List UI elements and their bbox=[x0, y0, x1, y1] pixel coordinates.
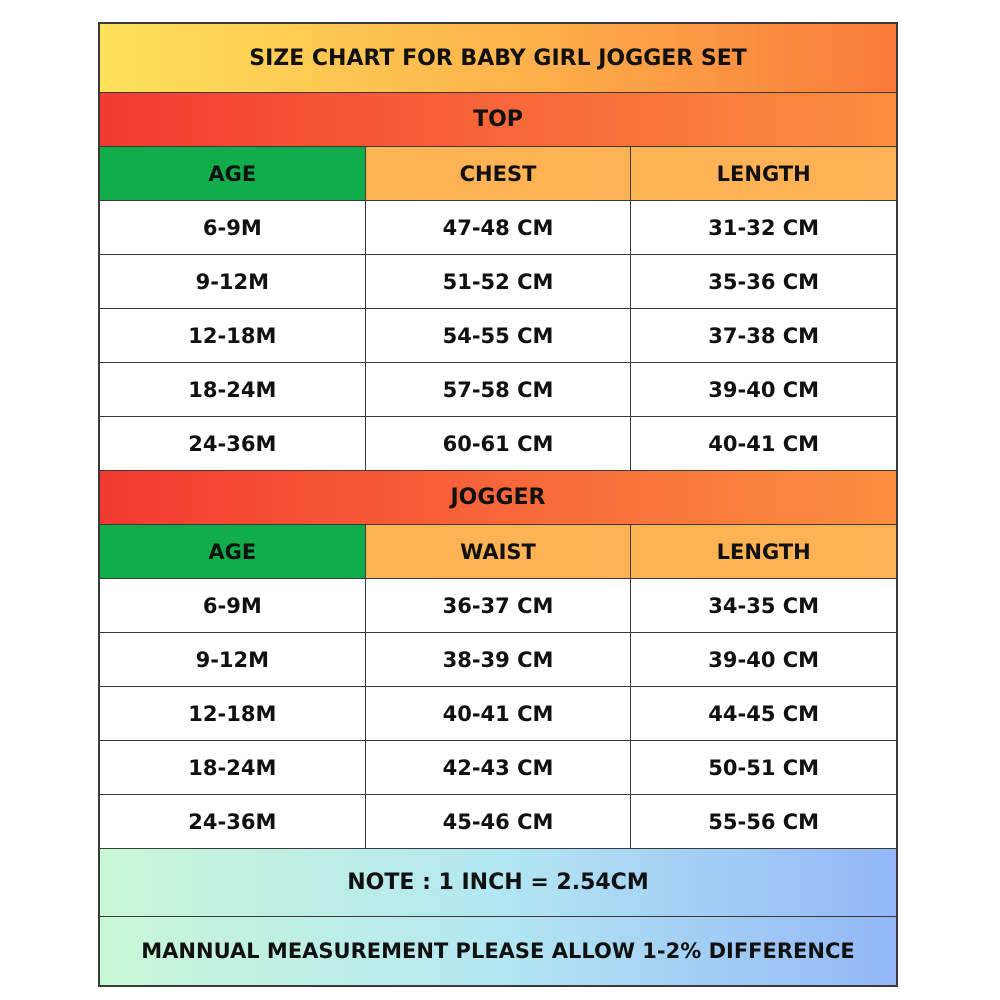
age-cell: 12-18M bbox=[100, 309, 366, 362]
note-row bbox=[100, 849, 896, 917]
measurement-disclaimer: MANNUAL MEASUREMENT PLEASE ALLOW 1-2% DIFFERENCE bbox=[100, 917, 896, 985]
length-cell: 39-40 CM bbox=[708, 377, 820, 402]
age-cell: 18-24M bbox=[100, 363, 366, 416]
table-row bbox=[100, 795, 896, 849]
table-row bbox=[100, 579, 896, 633]
chest-cell: 60-61 CM bbox=[366, 417, 632, 470]
chest-cell: 54-55 CM bbox=[366, 309, 632, 362]
age-cell: 12-18M bbox=[100, 687, 366, 740]
jogger-header-waist: WAIST bbox=[366, 525, 632, 578]
jogger-header-length: LENGTH bbox=[631, 525, 896, 578]
table-row bbox=[100, 309, 896, 363]
table-row bbox=[100, 255, 896, 309]
age-cell: 6-9M bbox=[100, 201, 366, 254]
length-cell: 35-36 CM bbox=[708, 269, 820, 294]
jogger-header-row bbox=[100, 525, 896, 579]
top-header-length: LENGTH bbox=[631, 147, 896, 200]
top-section-title: TOP bbox=[100, 93, 896, 146]
age-cell: 24-36M bbox=[100, 417, 366, 470]
length-cell: 39-40 CM bbox=[708, 647, 820, 672]
waist-cell: 38-39 CM bbox=[366, 633, 632, 686]
size-chart-table bbox=[98, 22, 898, 987]
table-row bbox=[100, 687, 896, 741]
age-cell: 24-36M bbox=[100, 795, 366, 848]
age-cell: 18-24M bbox=[100, 741, 366, 794]
length-cell: 34-35 CM bbox=[708, 593, 820, 618]
length-cell: 50-51 CM bbox=[708, 755, 820, 780]
length-cell: 44-45 CM bbox=[708, 701, 820, 726]
waist-cell: 45-46 CM bbox=[366, 795, 632, 848]
waist-cell: 36-37 CM bbox=[366, 579, 632, 632]
disclaimer-row bbox=[100, 917, 896, 985]
age-cell: 9-12M bbox=[100, 255, 366, 308]
jogger-section-title: JOGGER bbox=[100, 471, 896, 524]
age-cell: 6-9M bbox=[100, 579, 366, 632]
waist-cell: 42-43 CM bbox=[366, 741, 632, 794]
table-row bbox=[100, 363, 896, 417]
title-row bbox=[100, 24, 896, 93]
table-row bbox=[100, 201, 896, 255]
top-header-row bbox=[100, 147, 896, 201]
length-cell: 37-38 CM bbox=[708, 323, 820, 348]
top-header-age: AGE bbox=[100, 147, 366, 200]
top-header-chest: CHEST bbox=[366, 147, 632, 200]
jogger-section-row bbox=[100, 471, 896, 525]
table-row bbox=[100, 417, 896, 471]
chest-cell: 57-58 CM bbox=[366, 363, 632, 416]
jogger-header-age: AGE bbox=[100, 525, 366, 578]
chest-cell: 51-52 CM bbox=[366, 255, 632, 308]
top-section-row bbox=[100, 93, 896, 147]
table-row bbox=[100, 741, 896, 795]
chart-title: SIZE CHART FOR BABY GIRL JOGGER SET bbox=[100, 24, 896, 92]
table-row bbox=[100, 633, 896, 687]
length-cell: 40-41 CM bbox=[708, 431, 820, 456]
waist-cell: 40-41 CM bbox=[366, 687, 632, 740]
length-cell: 55-56 CM bbox=[708, 809, 820, 834]
conversion-note: NOTE : 1 INCH = 2.54CM bbox=[100, 849, 896, 916]
chest-cell: 47-48 CM bbox=[366, 201, 632, 254]
length-cell: 31-32 CM bbox=[708, 215, 820, 240]
age-cell: 9-12M bbox=[100, 633, 366, 686]
